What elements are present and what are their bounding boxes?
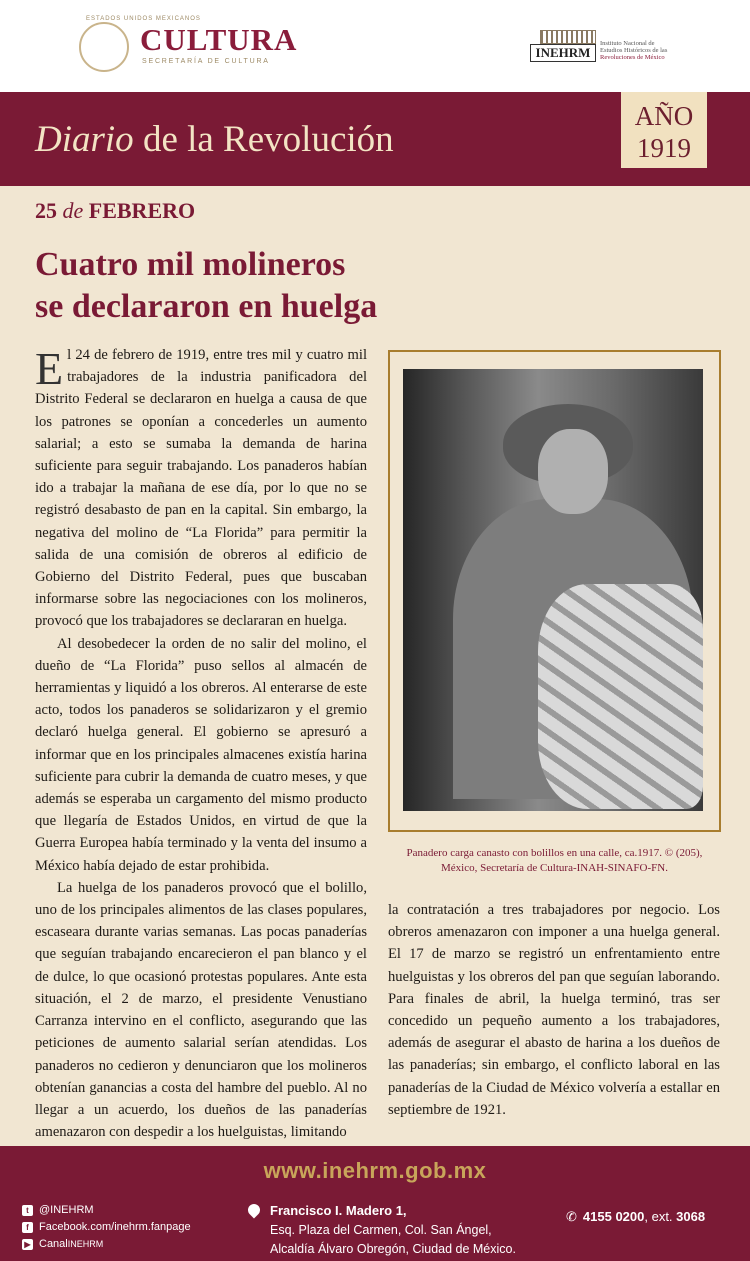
date-de: de — [57, 198, 89, 223]
footer — [0, 1146, 750, 1261]
photo-bread-basket — [538, 584, 703, 809]
top-header — [0, 0, 750, 92]
inehrm-fullname — [600, 40, 696, 61]
paragraph-1-text: l 24 de febrero de 1919, entre tres mil y cuatro mil trabajadores de la industria panificadora del Distrito Federal se declararon en huelga a causa de que los patrones se oponían a concederles un aumento salarial; a esto se sumaba la demanda de harina suficiente para seguir trabajando. Los panaderos habían ido a trabajar la mañana de ese día, por lo que no se registró desabasto de pan en la capital. Sin embargo, la negativa del molino de “La Florida” para permitir la salida de una comisión de obreros al edificio de Gobierno del Distrito Federal, pues que buscaban informarse sobre las negociaciones con los molineros, provocó que los trabajadores se declararan en huelga. — [35, 347, 367, 630]
youtube-prefix: Canal — [39, 1238, 68, 1250]
twitter-handle: @INEHRM — [39, 1204, 94, 1216]
title-italic: Diario — [35, 119, 134, 160]
headline-line2: se declararon en huelga — [35, 288, 378, 325]
headline-line1: Cuatro mil molineros — [35, 246, 346, 283]
inehrm-logo: INEHRM — [530, 44, 596, 62]
caption-line1: Panadero carga canasto con bolillos en una calle, ca.1917. © (205), — [406, 847, 703, 859]
banner-divider — [0, 181, 750, 186]
article-column-left — [35, 344, 367, 1143]
social-links — [22, 1202, 191, 1253]
phone-icon: ✆ — [566, 1209, 577, 1224]
date-month: FEBRERO — [88, 198, 196, 223]
website-link[interactable]: www.inehrm.gob.mx — [263, 1158, 487, 1183]
photo-caption — [388, 846, 721, 876]
date-day: 25 — [35, 198, 57, 223]
government-seal-icon — [79, 22, 129, 72]
drop-cap: E — [35, 343, 64, 394]
facebook-icon: f — [22, 1222, 33, 1233]
address-line2: Esq. Plaza del Carmen, Col. San Ángel, — [270, 1223, 492, 1237]
paragraph-3: La huelga de los panaderos provocó que el bolillo, uno de los principales alimentos de las clases populares, escaseara durante varias semanas. Las pocas panaderías que seguían trabajando encarecieron el pan blanco y el de dulce, lo que ocasionó protestas populares. Ante esta situación, el 2 de marzo, el presidente Venustiano Carranza intervino en el conflicto, asegurando que las peticiones de aumento salarial serían atendidas. Los panaderos no cedieron y denunciaron que los molineros obtenían ganancias a costa del hambre del pueblo. Al no llegar a un acuerdo, los dueños de las panaderías amenazaron con despedir a los huelguistas, limitando — [35, 879, 367, 1141]
inehrm-line1: Instituto Nacional de — [600, 40, 655, 47]
twitter-icon: t — [22, 1205, 33, 1216]
paragraph-1 — [35, 344, 367, 633]
youtube-link[interactable] — [22, 1236, 191, 1253]
article-headline — [35, 244, 465, 328]
cultura-logo-text: CULTURA — [140, 22, 298, 57]
facebook-url: Facebook.com/inehrm.fanpage — [39, 1221, 191, 1233]
year-value: 1919 — [637, 133, 691, 163]
title-rest: de la Revolución — [133, 119, 394, 160]
inehrm-building-icon — [540, 30, 596, 44]
article-date — [35, 198, 195, 224]
inehrm-line2: Estudios Históricos de las — [600, 47, 668, 54]
article-column-right — [388, 899, 720, 1121]
seal-text: ESTADOS UNIDOS MEXICANOS — [86, 16, 201, 22]
address-line3: Alcaldía Álvaro Obregón, Ciudad de México. — [270, 1242, 516, 1256]
address-line1: Francisco I. Madero 1, — [270, 1203, 407, 1218]
phone-number: 4155 0200 — [582, 1209, 645, 1224]
inehrm-line3: Revoluciones de México — [600, 54, 665, 61]
year-label: AÑO — [634, 101, 694, 131]
photo-figure-face — [538, 429, 608, 514]
phone[interactable] — [566, 1209, 705, 1225]
publication-title — [35, 118, 394, 161]
phone-ext-label: , ext. — [644, 1209, 677, 1224]
paragraph-4: la contratación a tres trabajadores por negocio. Los obreros amenazaron con imponer a una huelga general. El 17 de marzo se registró un enfrentamiento entre huelguistas y los obreros del pan que seguían laborando. Para finales de abril, la huelga terminó, tras ser concedido un pequeño aumento a los trabajadores, además de asegurar el abasto de harina a los dueños de las panaderías; sin embargo, el conflicto laboral en las panaderías de la Ciudad de México volvería a estallar en septiembre de 1921. — [388, 902, 720, 1118]
paragraph-2: Al desobedecer la orden de no salir del molino, el dueño de “La Florida” puso sellos al almacén de herramientas y liquidó a los obreros. Al enterarse de este acto, todos los panaderos se solidarizaron y el gremio declaró huelga general. El gobierno se apresuró a informar que en los principales almacenes existía harina suficiente para cubrir la demanda de cuatro meses, y que además se esperaba un cargamento del mismo producto que llegaría de Estados Unidos, en virtud de que la Guerra Europea había terminado y la venta del insumo a México había dejado de estar prohibida. — [35, 635, 367, 874]
cultura-subtitle: SECRETARÍA DE CULTURA — [142, 58, 270, 65]
facebook-link[interactable] — [22, 1219, 191, 1236]
year-badge — [621, 92, 707, 168]
address — [252, 1201, 516, 1259]
youtube-icon: ▶ — [22, 1239, 33, 1250]
phone-ext: 3068 — [676, 1209, 706, 1224]
youtube-name: INEHRM — [67, 1239, 104, 1249]
caption-line2: México, Secretaría de Cultura-INAH-SINAFO-FN. — [441, 862, 668, 874]
baker-photo — [403, 369, 703, 811]
twitter-link[interactable] — [22, 1202, 191, 1219]
